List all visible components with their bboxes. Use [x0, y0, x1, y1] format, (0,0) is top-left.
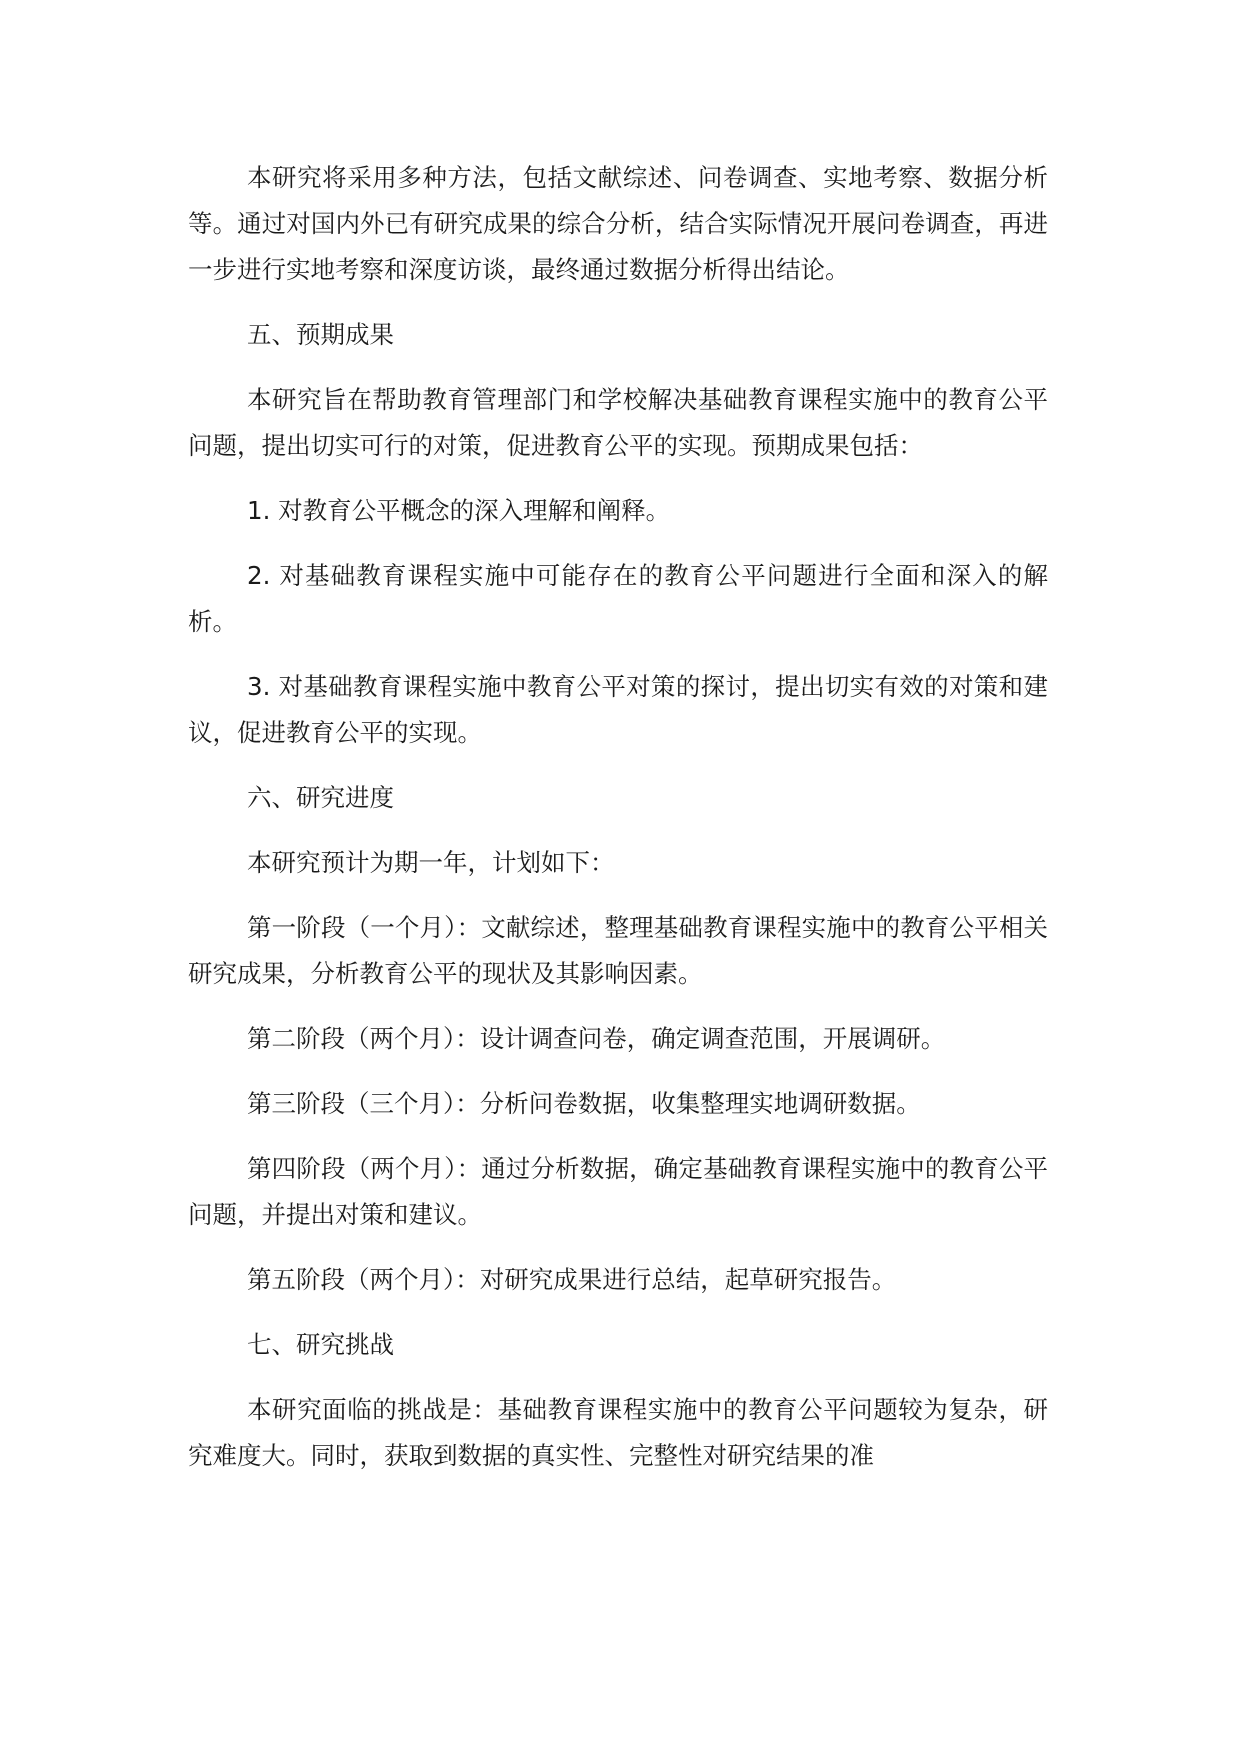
schedule-stage-5: 第五阶段（两个月）：对研究成果进行总结，起草研究报告。 [247, 1265, 897, 1294]
paragraph-challenges: 本研究面临的挑战是：基础教育课程实施中的教育公平问题较为复杂，研究难度大。同时，获取到数据的真实性、完整性对研究结果的准 [188, 1395, 1048, 1470]
schedule-stage-2: 第二阶段（两个月）：设计调查问卷，确定调查范围，开展调研。 [247, 1024, 946, 1053]
schedule-stage-4: 第四阶段（两个月）：通过分析数据，确定基础教育课程实施中的教育公平问题，并提出对策和建议。 [188, 1154, 1048, 1229]
schedule-stage-1: 第一阶段（一个月）：文献综述，整理基础教育课程实施中的教育公平相关研究成果，分析教育公平的现状及其影响因素。 [188, 913, 1048, 988]
list-item-result-1: 1. 对教育公平概念的深入理解和阐释。 [247, 496, 671, 525]
paragraph-expected-results-intro: 本研究旨在帮助教育管理部门和学校解决基础教育课程实施中的教育公平问题，提出切实可行的对策，促进教育公平的实现。预期成果包括： [188, 385, 1048, 460]
schedule-stage-3: 第三阶段（三个月）：分析问卷数据，收集整理实地调研数据。 [247, 1089, 921, 1118]
section-heading-research-challenges: 七、研究挑战 [247, 1330, 394, 1359]
list-item-result-2: 2. 对基础教育课程实施中可能存在的教育公平问题进行全面和深入的解析。 [188, 561, 1048, 636]
section-heading-research-schedule: 六、研究进度 [247, 783, 394, 812]
list-item-result-3: 3. 对基础教育课程实施中教育公平对策的探讨，提出切实有效的对策和建议，促进教育公平的实现。 [188, 672, 1048, 747]
section-heading-expected-results: 五、预期成果 [247, 320, 394, 349]
paragraph-schedule-intro: 本研究预计为期一年，计划如下： [247, 848, 615, 877]
paragraph-methods: 本研究将采用多种方法，包括文献综述、问卷调查、实地考察、数据分析等。通过对国内外已有研究成果的综合分析，结合实际情况开展问卷调查，再进一步进行实地考察和深度访谈，最终通过数据分析得出结论。 [188, 163, 1048, 284]
document-body [188, 155, 1048, 1498]
